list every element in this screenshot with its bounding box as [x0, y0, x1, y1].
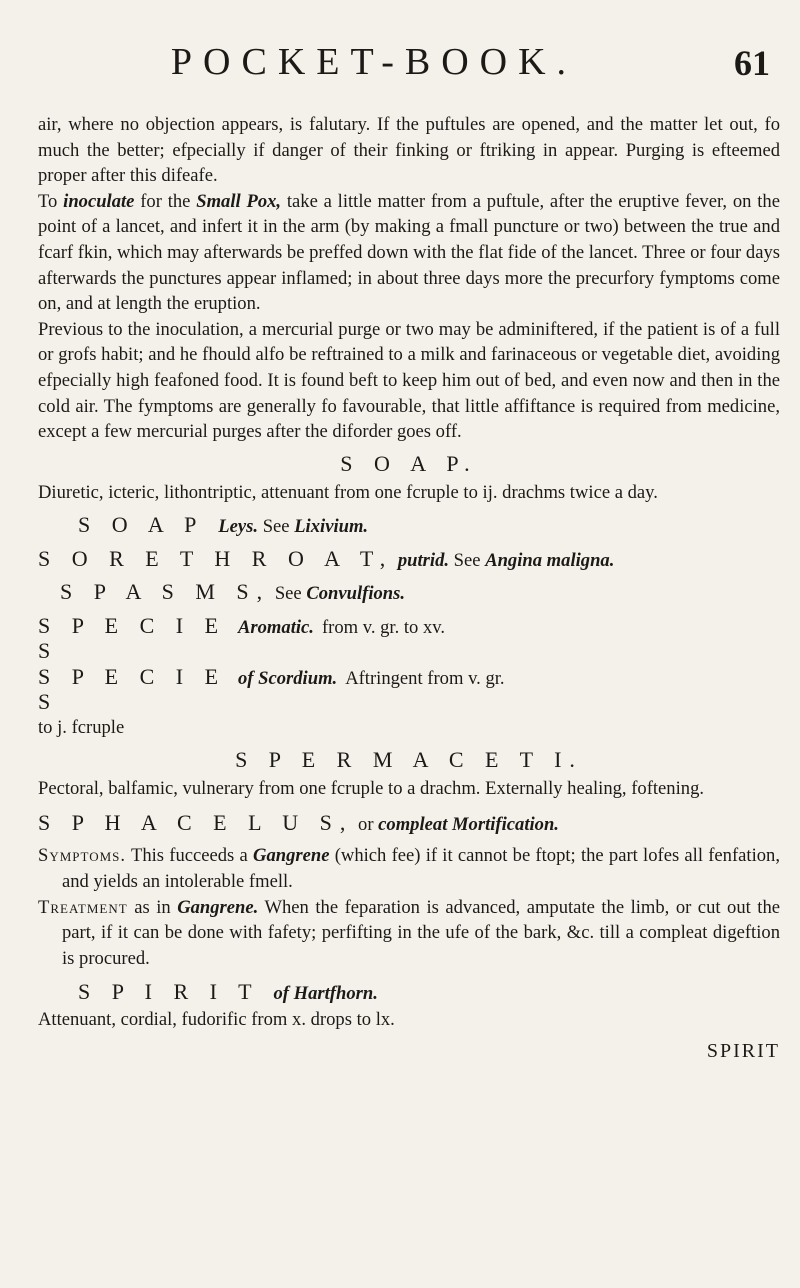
page-number: 61	[734, 43, 770, 83]
page-header	[38, 40, 780, 100]
sphacelus-head: S P H A C E L U S,	[38, 809, 354, 835]
soap-leys-see: See	[262, 515, 290, 537]
book-page	[38, 0, 780, 1288]
running-title: POCKET-BOOK.	[170, 41, 578, 83]
treatment-text-1: as in	[134, 896, 171, 918]
soap-leys-ref: Lixivium.	[294, 515, 369, 537]
sphacelus-term: compleat Mortification.	[378, 813, 559, 835]
spasms-ref: Convulfions.	[306, 583, 406, 605]
inoculate-lead: To	[38, 190, 58, 212]
soap-heading: S O A P.	[340, 450, 478, 476]
paragraph-smallpox-aftercare: air, where no objection appears, is falutary. If the puftules are opened, and the matter let out, fo much the better; efpecially if danger of their finking or ftriking in appear. Purging is efteemed proper after this difeafe.	[38, 114, 780, 187]
paragraph-previous-inoculation: Previous to the inoculation, a mercurial purge or two may be adminiftered, if the patient is of a full or grofs habit; and he fhould alfo be reftrained to a milk and farinaceous or vegetable diet, avoiding efpecially high feafoned food. It is found beft to keep him out of bed, and even now and then in the cold air. The fymptoms are generally fo favourable, that little affiftance is required from medicine, except a few mercurial purges after the diforder goes off.	[38, 318, 780, 443]
soap-text: Diuretic, icteric, lithontriptic, attenuant from one fcruple to ij. drachms twice a day.	[38, 482, 658, 504]
spermaceti-text: Pectoral, balfamic, vulnerary from one fcruple to a drachm. Externally healing, foftening.	[38, 778, 705, 800]
entry-sore-throat	[38, 546, 780, 574]
treatment-label: Treatment	[38, 896, 128, 918]
spirit-text: Attenuant, cordial, fudorific from x. drops to lx.	[38, 1009, 395, 1030]
sore-throat-head: S O R E T H R O A T,	[38, 545, 394, 571]
symptoms-label: Symptoms.	[38, 845, 127, 867]
species-aromatic-term: Aromatic.	[238, 616, 314, 638]
sore-throat-term: putrid.	[397, 549, 450, 571]
species-scordium-term: of Scordium.	[238, 667, 338, 689]
gangrene-term: Gangrene	[253, 845, 330, 867]
soap-leys-term: Leys.	[218, 515, 259, 537]
sore-throat-ref: Angina maligna.	[485, 549, 615, 571]
entry-spasms	[38, 579, 780, 607]
spirit-head: S P I R I T	[78, 979, 260, 1005]
small-pox-term: Small Pox,	[196, 190, 282, 212]
entry-species-aromatic	[38, 613, 780, 664]
inoculate-term: inoculate	[63, 190, 135, 212]
spirit-term: of Hartfhorn.	[273, 983, 378, 1005]
spasms-head: S P A S M S,	[60, 579, 271, 605]
entry-species-scordium	[38, 664, 780, 715]
catchword: SPIRIT	[706, 1039, 780, 1062]
page-body	[38, 112, 780, 1064]
soap-leys-head: S O A P	[78, 511, 205, 537]
species-scordium-text: Aftringent from v. gr.	[345, 667, 505, 689]
treatment-text-2: When the feparation is advanced, amputate the limb, or cut out the part, if it can be done with fafety; perfifting in the ufe of the bark, &c. till a compleat digeftion is procured.	[62, 896, 781, 969]
spermaceti-heading: S P E R M A C E T I.	[235, 746, 583, 772]
symptoms-text-1: This fucceeds a	[130, 845, 248, 867]
sore-throat-see: See	[453, 549, 481, 571]
entry-soap-leys	[38, 512, 780, 540]
entry-spirit	[38, 979, 780, 1007]
sphacelus-symptoms	[38, 843, 780, 894]
species-aromatic-text: from v. gr. to xv.	[321, 616, 446, 638]
spasms-see: See	[274, 583, 302, 605]
sphacelus-treatment	[38, 895, 780, 972]
species-scordium-cont: to j. fcruple	[38, 717, 125, 739]
species-aromatic-head: S P E C I E S	[38, 612, 227, 664]
entry-sphacelus	[38, 810, 780, 838]
inoculate-text: take a little matter from a puftule, after the eruptive fever, on the point of a lancet, and infert it in the arm (by making a fmall puncture or two) between the true and fcarf fkin, which may afterwards be preffed down with the flat fide of the lancet. Three or four days afterwards the punctures appear inflamed; in about three days more the precurfory fymptoms come on, and at length the eruption.	[38, 190, 780, 315]
species-scordium-head: S P E C I E S	[38, 663, 227, 715]
inoculate-mid: for the	[140, 190, 191, 212]
paragraph-inoculation	[38, 189, 780, 317]
sphacelus-or: or	[358, 813, 374, 835]
gangrene-ref: Gangrene.	[177, 896, 259, 918]
symptoms-text-2: (which fee) if it cannot be ftopt; the part lofes all fenfation, and yields an intolerable fmell.	[62, 845, 780, 893]
